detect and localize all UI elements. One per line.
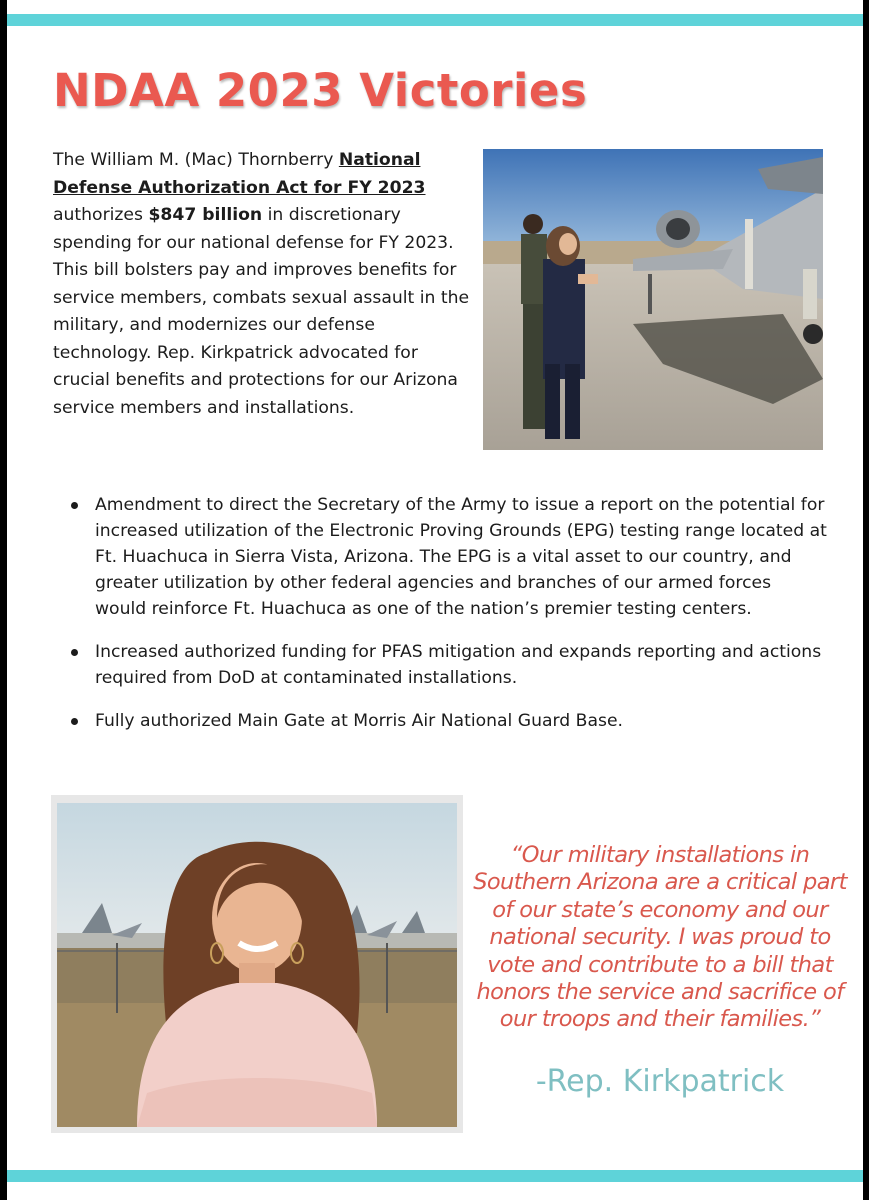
kirkpatrick-quote: “Our military installations in Southern Arizona are a critical part of our state’s economy and our national security. I was proud to vote and contribute to a bill that honors the service and sacrifice of our troops and their families.”: [473, 842, 847, 1033]
list-item-text: Increased authorized funding for PFAS mitigation and expands reporting and actions required from DoD at contaminated installations.: [95, 642, 822, 688]
flyer-page: [7, 0, 863, 1200]
list-item: [71, 492, 827, 622]
funding-amount: $847 billion: [148, 205, 263, 225]
act-name-link[interactable]: National Defense Authorization Act for FY 2023: [53, 150, 426, 198]
page-title: NDAA 2023 Victories: [53, 64, 588, 117]
portrait-photo: [57, 803, 457, 1127]
aircraft-photo: [483, 149, 823, 450]
top-accent-bar: [7, 14, 863, 26]
intro-paragraph: [53, 147, 473, 422]
bullet-icon: [71, 502, 78, 509]
bullet-icon: [71, 649, 78, 656]
bottom-accent-bar: [7, 1170, 863, 1182]
intro-rest: in discretionary spending for our national defense for FY 2023. This bill bolsters pay and improves benefits for service members, combats sexual assault in the military, and modernizes our defense technology. Rep. Kirkpatrick advocated for crucial benefits and protections for our Arizona service members and installations.: [53, 205, 470, 418]
quote-attribution: -Rep. Kirkpatrick: [535, 1064, 785, 1099]
intro-mid: authorizes: [53, 205, 149, 225]
victories-list: [71, 492, 827, 751]
portrait-frame: [51, 795, 463, 1133]
list-item: [71, 639, 827, 691]
list-item-text: Fully authorized Main Gate at Morris Air National Guard Base.: [95, 711, 623, 731]
bullet-icon: [71, 718, 78, 725]
intro-prefix: The William M. (Mac) Thornberry: [53, 150, 339, 170]
list-item: [71, 708, 827, 734]
list-item-text: Amendment to direct the Secretary of the Army to issue a report on the potential for increased utilization of the Electronic Proving Grounds (EPG) testing range located at Ft. Huachuca in Sierra Vista, Arizona. The EPG is a vital asset to our country, and greater utilization by other federal agencies and branches of our armed forces would reinforce Ft. Huachuca as one of the nation’s premier testing centers.: [95, 495, 827, 619]
